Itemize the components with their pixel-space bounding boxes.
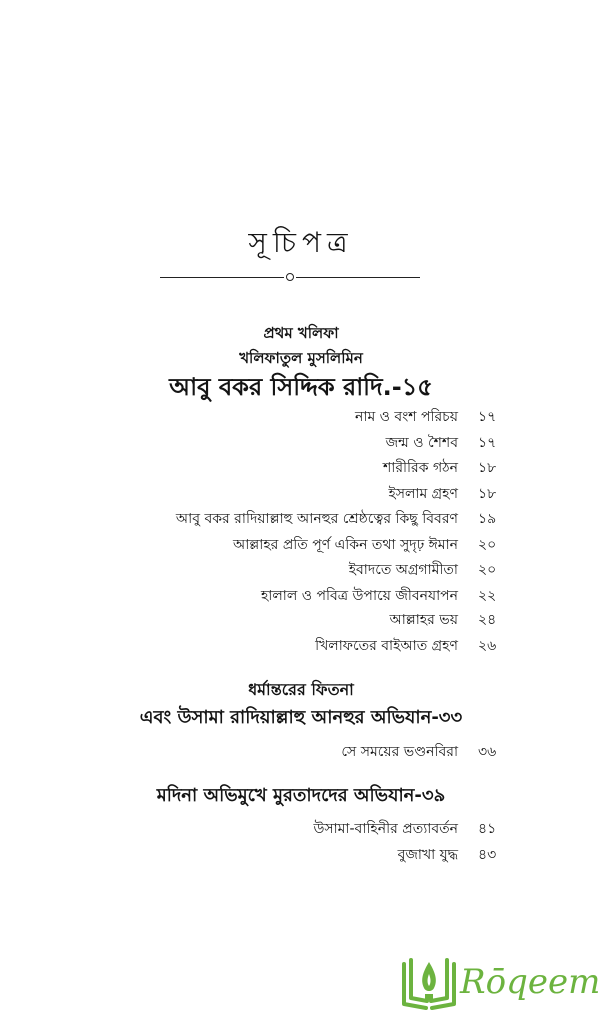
toc-entry-title: ইসলাম গ্রহণ	[388, 486, 458, 502]
toc-entry-page: ৪৩	[478, 847, 497, 863]
toc-entry	[0, 508, 602, 530]
book-lamp-icon	[398, 954, 460, 1012]
toc-entry-page: ২২	[478, 588, 497, 604]
toc-entry-title: আবু বকর রাদিয়াল্লাহু আনহুর শ্রেষ্ঠত্বের কিছু বিবরণ	[175, 511, 458, 527]
logo-wordmark: Rōqeem	[460, 962, 601, 1002]
toc-entry-page: ৩৬	[478, 744, 497, 760]
toc-entry-page: ২০	[478, 537, 497, 553]
toc-entry-title: আল্লাহর ভয়	[389, 612, 458, 628]
section-1-main-heading: আবু বকর সিদ্দিক রাদি.-১৫	[169, 373, 433, 401]
divider-circle-icon	[286, 273, 294, 281]
toc-entry	[0, 432, 602, 454]
toc-entry	[0, 635, 602, 657]
toc-entry	[0, 585, 602, 607]
toc-entry	[0, 559, 602, 581]
toc-entry	[0, 741, 602, 763]
toc-entry-title: ইবাদতে অগ্রগামীতা	[348, 562, 458, 578]
toc-entry-title: হালাল ও পবিত্র উপায়ে জীবনযাপন	[260, 588, 458, 604]
divider-line-left	[160, 277, 284, 278]
toc-entry-page: ২০	[478, 562, 497, 578]
toc-entry-title: নাম ও বংশ পরিচয়	[355, 409, 458, 425]
title-divider	[160, 273, 420, 282]
section-2-main-heading: এবং উসামা রাদিয়াল্লাহু আনহুর অভিযান-৩৩	[139, 707, 463, 728]
toc-title: সূচিপত্র	[248, 226, 354, 259]
toc-entry-title: বুজাখা যুদ্ধ	[397, 847, 458, 863]
toc-entry-title: জন্ম ও শৈশব	[385, 435, 458, 451]
toc-entry-title: সে সময়ের ভণ্ডনবিরা	[341, 744, 458, 760]
divider-line-right	[296, 277, 420, 278]
section-1-heading-1: প্রথম খলিফা	[263, 324, 339, 342]
section-3-main-heading: মদিনা অভিমুখে মুরতাদদের অভিযান-৩৯	[156, 785, 446, 806]
toc-entry-title: শারীরিক গঠন	[382, 460, 458, 476]
toc-entry-title: আল্লাহর প্রতি পূর্ণ একিন তথা সুদৃঢ় ঈমান	[232, 537, 458, 553]
toc-entry	[0, 818, 602, 840]
toc-entry-page: ১৮	[478, 460, 497, 476]
toc-entry-page: ১৭	[478, 435, 497, 451]
toc-entry	[0, 457, 602, 479]
toc-entry-page: ২৬	[478, 638, 497, 654]
toc-entry	[0, 406, 602, 428]
toc-entry	[0, 534, 602, 556]
section-2-heading: ধর্মান্তরের ফিতনা	[248, 680, 354, 699]
toc-entry-page: ২৪	[478, 612, 497, 628]
toc-entry-page: ১৯	[478, 511, 497, 527]
toc-entry-page: ৪১	[478, 821, 497, 837]
toc-entry-page: ১৮	[478, 486, 497, 502]
toc-entry-title: উসামা-বাহিনীর প্রত্যাবর্তন	[313, 821, 458, 837]
toc-entry-page: ১৭	[478, 409, 497, 425]
section-1-heading-2: খলিফাতুল মুসলিমিন	[239, 349, 363, 367]
publisher-logo	[398, 952, 601, 1014]
toc-entry	[0, 844, 602, 866]
toc-entry	[0, 609, 602, 631]
toc-entry	[0, 483, 602, 505]
toc-entry-title: খিলাফতের বাইআত গ্রহণ	[315, 638, 458, 654]
